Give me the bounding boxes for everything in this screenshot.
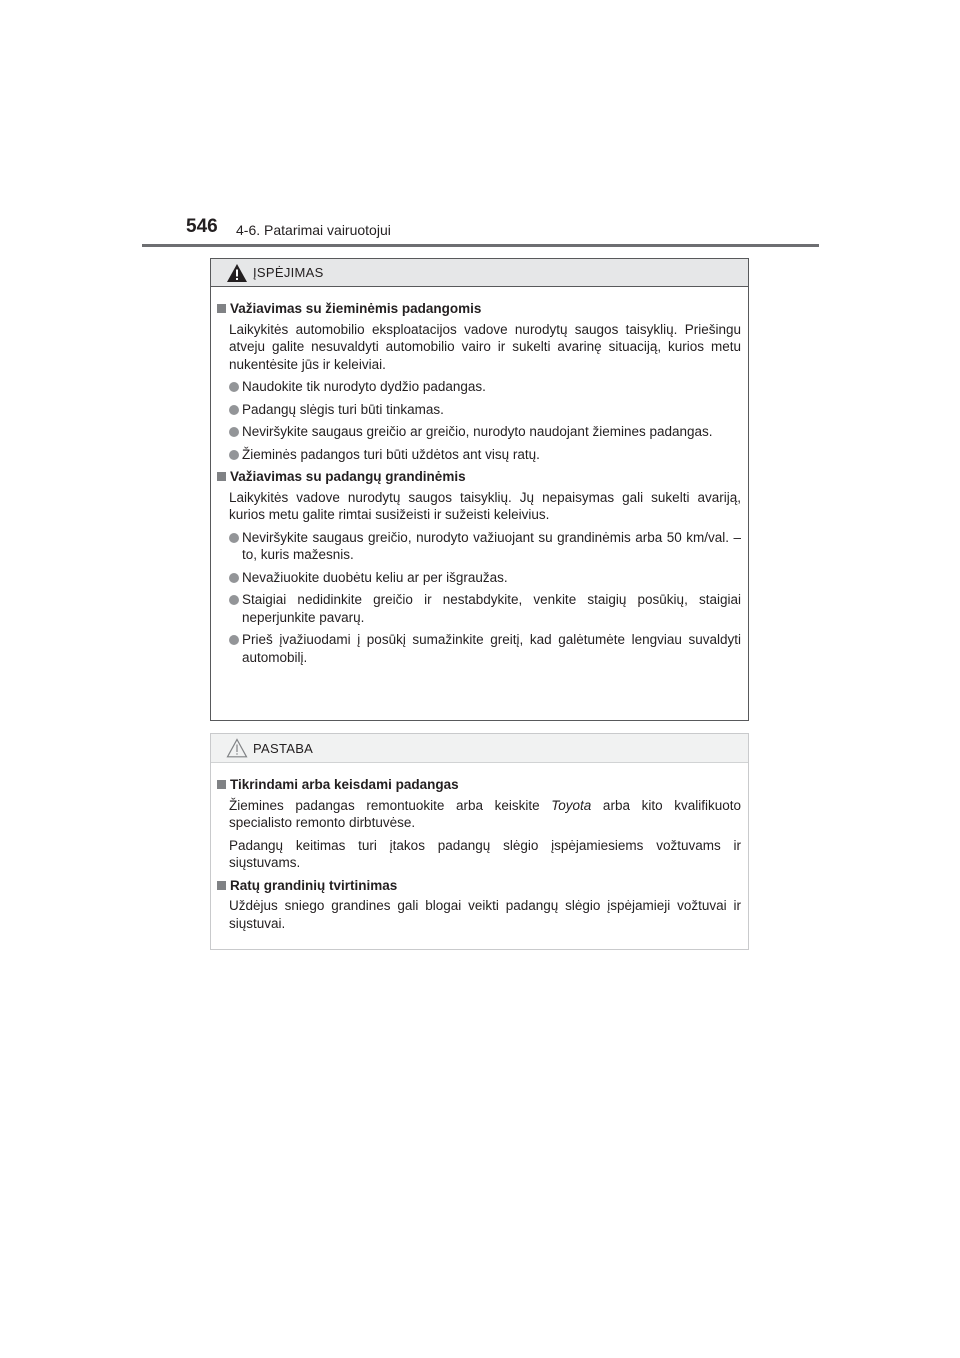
square-bullet-icon [217,472,226,481]
notice-box-header [211,734,748,763]
warning-box [210,258,749,721]
warning-box-header [211,259,748,287]
list-item: Žieminės padangos turi būti uždėtos ant visų ratų. [229,446,741,464]
paragraph: Padangų keitimas turi įtakos padangų slėgio įspėjamiesiems vožtuvams ir siųstuvams. [229,837,741,870]
header-rule [142,244,819,247]
caution-triangle-outline-icon [226,738,248,758]
paragraph: Žiemines padangas remontuokite arba keiskite Toyota arba kito kvalifikuoto specialisto remonto dirbtuvėse. [229,797,741,830]
warning-triangle-icon [226,263,248,283]
round-bullet-icon [229,405,239,415]
list-item: Neviršykite saugaus greičio, nurodyto važiuojant su grandinėmis arba 50 km/val. – to, kuris mažesnis. [229,529,741,564]
section-intro: Laikykitės vadove nurodytų saugos taisyklių. Jų nepaisymas gali sukelti avariją, kurios metu galite rimtai susižeisti ir sužeisti keleivius. [229,489,741,522]
page-number: 546 [186,216,218,237]
notice-box [210,733,749,950]
round-bullet-icon [229,450,239,460]
round-bullet-icon [229,595,239,605]
round-bullet-icon [229,635,239,645]
list-item: Naudokite tik nurodyto dydžio padangas. [229,378,741,396]
list-item: Padangų slėgis turi būti tinkamas. [229,401,741,419]
list-item: Staigiai nedidinkite greičio ir nestabdykite, venkite staigių posūkių, staigiai neperjunkite pavarų. [229,591,741,626]
round-bullet-icon [229,427,239,437]
list-item: Nevažiuokite duobėtu keliu ar per išgraužas. [229,569,741,587]
round-bullet-icon [229,382,239,392]
square-bullet-icon [217,881,226,890]
section-title: Važiavimas su žieminėmis padangomis [217,300,741,318]
list-item: Prieš įvažiuodami į posūkį sumažinkite greitį, kad galėtumėte lengviau suvaldyti automobilį. [229,631,741,666]
square-bullet-icon [217,304,226,313]
section-title: Ratų grandinių tvirtinimas [217,877,741,895]
warning-title: ĮSPĖJIMAS [253,265,324,280]
square-bullet-icon [217,780,226,789]
section-title: Važiavimas su padangų grandinėmis [217,468,741,486]
section-intro: Laikykitės automobilio eksploatacijos vadove nurodytų saugos taisyklių. Priešingu atveju galite nesuvaldyti automobilio vairo ir sukelti avarinę situaciją, kurios metu nukentėsite jūs ir keleiviai. [229,321,741,372]
paragraph: Uždėjus sniego grandines gali blogai veikti padangų slėgio įspėjamieji vožtuvai ir siųstuvai. [229,898,741,931]
running-header: 4-6. Patarimai vairuotojui [236,222,391,238]
list-item: Neviršykite saugaus greičio ar greičio, nurodyto naudojant žiemines padangas. [229,423,741,441]
round-bullet-icon [229,573,239,583]
section-title: Tikrindami arba keisdami padangas [217,776,741,794]
notice-title: PASTABA [253,740,314,756]
brand-name: Toyota [551,797,592,813]
round-bullet-icon [229,533,239,543]
